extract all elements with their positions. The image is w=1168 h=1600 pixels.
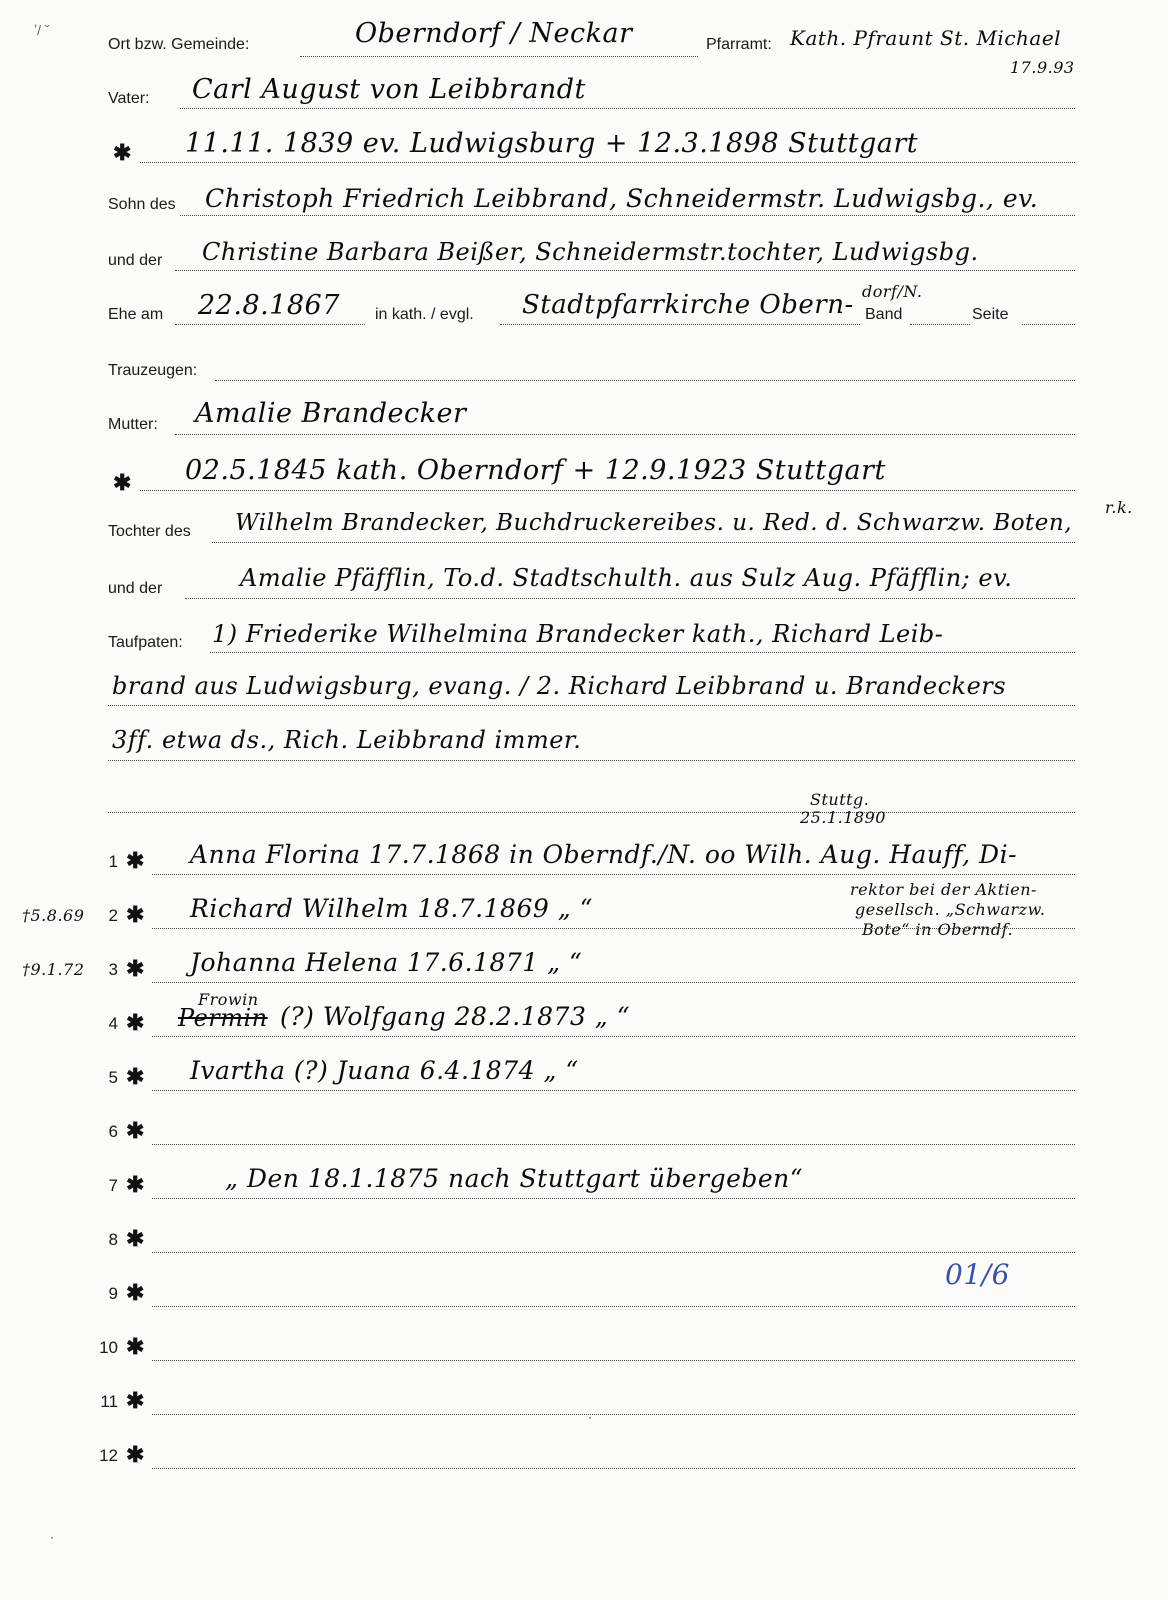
pfarramt-date: 17.9.93 xyxy=(1010,58,1075,77)
child-note-date: 25.1.1890 xyxy=(800,808,886,827)
child-birth-star: ✱ xyxy=(126,956,145,981)
child-entry: Ivartha (?) Juana 6.4.1874 „ “ xyxy=(190,1056,579,1085)
pfarramt-label: Pfarramt: xyxy=(706,36,772,53)
child-birth-star: ✱ xyxy=(126,1280,145,1305)
father-line xyxy=(180,108,1075,109)
child-birth-star: ✱ xyxy=(126,1226,145,1251)
child-number: 3 xyxy=(108,960,118,979)
ort-value: Oberndorf / Neckar xyxy=(355,18,633,49)
child-birth-star: ✱ xyxy=(126,1172,145,1197)
mother-birth: 02.5.1845 kath. Oberndorf + 12.9.1923 Stuttgart xyxy=(185,455,886,486)
child-birth-star: ✱ xyxy=(126,1334,145,1359)
godparents-text-2: brand aus Ludwigsburg, evang. / 2. Richard Leibbrand u. Brandeckers xyxy=(112,672,1007,700)
mother-daughter-label: Tochter des xyxy=(108,523,191,540)
marriage-in-label: in kath. / evgl. xyxy=(375,306,474,323)
mother-birth-line xyxy=(140,490,1075,491)
child-death-note: †9.1.72 xyxy=(22,960,85,979)
father-and-line xyxy=(175,270,1075,271)
child-line xyxy=(152,1036,1075,1037)
father-birth-line xyxy=(140,162,1075,163)
child-annotation-2: gesellsch. „Schwarzw. xyxy=(855,900,1046,919)
mother-daughter-of: Wilhelm Brandecker, Buchdruckereibes. u. Red. d. Schwarzw. Boten, xyxy=(235,510,1073,536)
child-line xyxy=(152,1306,1075,1307)
marriage-date: 22.8.1867 xyxy=(198,290,340,321)
seite-line xyxy=(1022,324,1075,325)
corner-mark: ʼ/ ˇ xyxy=(34,22,50,38)
child-number: 5 xyxy=(108,1068,118,1087)
godparents-text-3: 3ff. etwa ds., Rich. Leibbrand immer. xyxy=(112,726,582,754)
marriage-place-cont: dorf/N. xyxy=(862,282,923,301)
mother-line xyxy=(175,434,1075,435)
child-entry: „ Den 18.1.1875 nach Stuttgart übergeben“ xyxy=(225,1164,804,1193)
child-line xyxy=(152,928,1075,929)
mother-daughter-note: r.k. xyxy=(1105,498,1133,517)
marriage-date-line xyxy=(175,324,365,325)
godparents-label: Taufpaten: xyxy=(108,634,183,651)
child-birth-star: ✱ xyxy=(126,1118,145,1143)
archive-stamp: 01/6 xyxy=(945,1258,1010,1291)
child-line xyxy=(152,1468,1075,1469)
band-line xyxy=(910,324,970,325)
father-birth-star: ✱ xyxy=(113,140,132,165)
father-name: Carl August von Leibbrandt xyxy=(192,74,586,105)
child-number: 7 xyxy=(108,1176,118,1195)
witnesses-line xyxy=(215,380,1075,381)
mother-and-line xyxy=(185,598,1075,599)
child-line xyxy=(152,1090,1075,1091)
child-number: 11 xyxy=(100,1392,118,1411)
child-line xyxy=(152,1360,1075,1361)
mother-and-label: und der xyxy=(108,580,163,597)
mother-daughter-line xyxy=(212,542,1075,543)
child-number: 10 xyxy=(99,1338,118,1357)
band-label: Band xyxy=(865,306,903,323)
child-birth-star: ✱ xyxy=(126,1442,145,1467)
child-birth-star: ✱ xyxy=(126,1010,145,1035)
child-number: 12 xyxy=(99,1446,118,1465)
child-number: 2 xyxy=(108,906,118,925)
child-annotation-1: rektor bei der Aktien- xyxy=(850,880,1037,899)
child-line xyxy=(152,982,1075,983)
child-annotation-3: Bote“ in Oberndf. xyxy=(862,920,1014,939)
father-birth: 11.11. 1839 ev. Ludwigsburg + 12.3.1898 Stuttgart xyxy=(185,128,919,159)
child-number: 9 xyxy=(108,1284,118,1303)
ort-line xyxy=(300,56,698,57)
father-son-line xyxy=(180,215,1075,216)
child-note-top: Stuttg. xyxy=(810,790,870,809)
child-entry: Johanna Helena 17.6.1871 „ “ xyxy=(190,948,583,977)
father-son-of: Christoph Friedrich Leibbrand, Schneidermstr. Ludwigsbg., ev. xyxy=(205,184,1039,213)
child-birth-star: ✱ xyxy=(126,902,145,927)
child-line xyxy=(152,1252,1075,1253)
marriage-place: Stadtpfarrkirche Obern- xyxy=(522,290,854,320)
father-label: Vater: xyxy=(108,90,150,107)
child-number: 4 xyxy=(108,1014,118,1033)
child-entry: Anna Florina 17.7.1868 in Oberndf./N. oo Wilh. Aug. Hauff, Di- xyxy=(190,840,1018,869)
child-name-correction: Frowin xyxy=(198,990,259,1009)
godparents-line-3 xyxy=(108,760,1075,761)
child-line xyxy=(152,1144,1075,1145)
pfarramt-value: Kath. Pfraunt St. Michael xyxy=(790,26,1062,50)
ort-label: Ort bzw. Gemeinde: xyxy=(108,36,250,53)
child-line xyxy=(152,1414,1075,1415)
father-son-label: Sohn des xyxy=(108,196,176,213)
seite-label: Seite xyxy=(972,306,1009,323)
child-birth-star: ✱ xyxy=(126,848,145,873)
godparents-line-2 xyxy=(108,705,1075,706)
child-line xyxy=(152,1198,1075,1199)
marriage-place-line xyxy=(500,324,860,325)
child-line xyxy=(152,874,1075,875)
child-number: 1 xyxy=(108,852,118,871)
child-number: 6 xyxy=(108,1122,118,1141)
godparents-line-1 xyxy=(210,652,1075,653)
mother-label: Mutter: xyxy=(108,416,158,433)
godparents-line-4 xyxy=(108,812,1075,813)
mother-birth-star: ✱ xyxy=(113,470,132,495)
child-number: 8 xyxy=(108,1230,118,1249)
father-and-of: Christine Barbara Beißer, Schneidermstr.tochter, Ludwigsbg. xyxy=(202,238,979,266)
child-name-struck: Permin xyxy=(178,1004,268,1032)
mother-and-of: Amalie Pfäfflin, To.d. Stadtschulth. aus Sulz Aug. Pfäfflin; ev. xyxy=(240,564,1013,592)
child-death-note: †5.8.69 xyxy=(22,906,85,925)
speck-mark-2: · xyxy=(50,1530,54,1544)
speck-mark: · xyxy=(588,1410,592,1424)
child-entry: (?) Wolfgang 28.2.1873 „ “ xyxy=(280,1002,630,1031)
marriage-label: Ehe am xyxy=(108,306,164,323)
witnesses-label: Trauzeugen: xyxy=(108,362,198,379)
child-birth-star: ✱ xyxy=(126,1064,145,1089)
child-birth-star: ✱ xyxy=(126,1388,145,1413)
father-and-label: und der xyxy=(108,252,163,269)
mother-name: Amalie Brandecker xyxy=(195,398,467,429)
godparents-text-1: 1) Friederike Wilhelmina Brandecker kath., Richard Leib- xyxy=(212,620,944,648)
child-entry: Richard Wilhelm 18.7.1869 „ “ xyxy=(190,894,593,923)
